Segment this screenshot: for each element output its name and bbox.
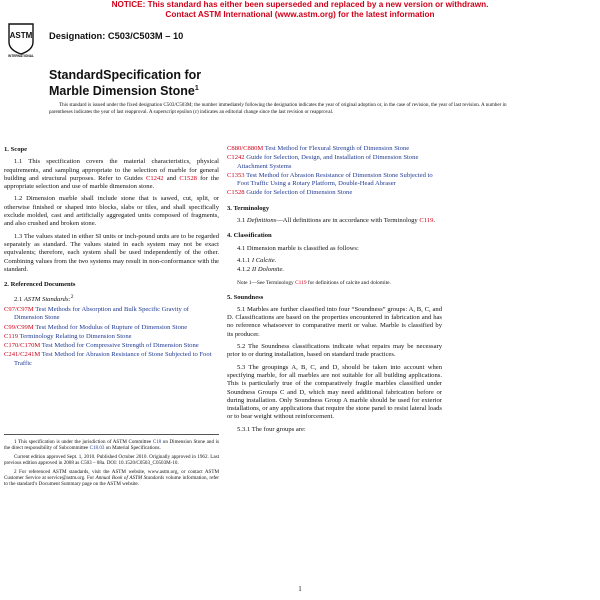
footnote-2: 2 For referenced ASTM standards, visit the ASTM website, www.astm.org, or contact ASTM Customer Service at service@astm.org. For Annual Book of ASTM Standards volume information, refer to the standard’s Document Summary page on the ASTM website. — [4, 468, 219, 488]
ref-link-c1528[interactable]: C1528 — [179, 174, 197, 182]
footnotes — [4, 434, 219, 490]
section-heading-scope: 1. Scope — [4, 146, 28, 153]
paragraph-5-1: 5.1 Marbles are further classified into four “Soundness” groups: A, B, C, and D. Classifications are based on the properties encountered in fabrication and has no reference whatsoever to comparative merit or value. Marble is classified by its producer. — [227, 305, 442, 338]
paragraph-1-1: 1.1 This specification covers the material characteristics, physical requirements, and sampling appropriate to the selection of marble for general building and structural purposes. Refer to Guides C1242 and C1528 for the appropriate selection and use of marble dimension stone. — [4, 158, 219, 191]
ref-link-c119-note[interactable]: C119 — [295, 279, 307, 286]
section-heading-classification: 4. Classification — [227, 232, 272, 240]
ref-item[interactable]: C241/C241M Test Method for Abrasion Resistance of Stone Subjected to Foot Traffic — [4, 351, 212, 367]
notice-line-1: NOTICE: This standard has either been superseded and replaced by a new version or withdrawn. — [111, 0, 489, 9]
document-title — [49, 68, 409, 98]
footnote-1-edition: Current edition approved Sept. 1, 2010. Published October 2010. Originally approved in 1962. Last previous edition approved in 2008 as C503 – 08a. DOI: 10.1520/C0503_C0503M-10. — [4, 453, 219, 467]
link-c18[interactable]: C18 — [152, 439, 162, 445]
svg-text:ASTM: ASTM — [9, 31, 33, 40]
footnote-1: 1 This specification is under the jurisdiction of ASTM Committee C18 on Dimension Stone and is the direct responsibility of Subcommittee C18.03 on Material Specifications. — [4, 439, 219, 452]
left-column — [4, 146, 219, 369]
link-c18-03[interactable]: C18.03 — [89, 445, 105, 452]
notice-line-2: Contact ASTM International (www.astm.org) for the latest information — [165, 10, 435, 19]
svg-text:INTERNATIONAL: INTERNATIONAL — [8, 54, 34, 58]
paragraph-5-3: 5.3 The groupings A, B, C, and D, should be taken into account when specifying marble, for all marbles are not suitable for all building applications. This is particularly true of the comparatively fragile marbles classified under Soundness Groups C and D, which may need additional fabrication before or during installation. Only Soundness Group A marble should be used for exterior installations, or any applications that require the stone panel to resist lateral loads or to bear weight without reinforcement. — [227, 363, 442, 421]
paragraph-5-3-1: 5.3.1 The four groups are: — [237, 425, 306, 433]
page-number: 1 — [298, 585, 302, 593]
paragraph-5-2: 5.2 The Soundness classifications indicate what repairs may be necessary prior to or during installation, based on standard trade practices. — [227, 343, 442, 359]
ref-item[interactable]: C1242 Guide for Selection, Design, and Installation of Dimension Stone Attachment Systems — [227, 154, 419, 170]
ref-item[interactable]: C1528 Guide for Selection of Dimension Stone — [227, 189, 353, 197]
paragraph-1-3: 1.3 The values stated in either SI units or inch-pound units are to be regarded separately as standard. The values stated in each system may not be exact equivalents; therefore, each system shall be used independently of the other. Combining values from the two systems may result in non-conformance with the standard. — [4, 232, 219, 273]
title-line-2: Marble Dimension Stone$^1$ — [49, 84, 199, 99]
item-4-1-1: 4.1.1 I Calcite. — [237, 256, 277, 264]
note-1: Note 1—See Terminology C119 for definitions of calcite and dolomite. — [237, 279, 391, 286]
ref-item[interactable]: C170/C170M Test Method for Compressive Strength of Dimension Stone — [4, 342, 199, 350]
ref-item[interactable]: C880/C880M Test Method for Flexural Strength of Dimension Stone — [227, 145, 410, 152]
ref-item[interactable]: C1353 Test Method for Abrasion Resistance of Dimension Stone Subjected to Foot Traffic Using a Rotary Platform, Double-Head Abraser — [227, 171, 433, 188]
paragraph-4-1: 4.1 Dimension marble is classified as follows: — [237, 244, 359, 252]
ref-link-c1242[interactable]: C1242 — [145, 174, 164, 182]
section-heading-referenced-documents: 2. Referenced Documents — [4, 281, 76, 289]
section-heading-terminology: 3. Terminology — [227, 204, 270, 212]
paragraph-1-2: 1.2 Dimension marble shall include stone that is sawed, cut, split, or otherwise finished or shaped into blocks, slabs or tiles, and shall specifically exclude molded, cast and artificially aggregated units composed of fragments, and also crushed and broken stone. — [4, 195, 219, 228]
ref-link-c119[interactable]: C119 — [419, 217, 434, 225]
designation: Designation: C503/C503M – 10 — [49, 31, 184, 41]
ref-item[interactable]: C99/C99M Test Method for Modulus of Rupture of Dimension Stone — [4, 323, 188, 331]
paragraph-2-1: 2.1 ASTM Standards:$^2$ — [14, 294, 74, 304]
right-column — [227, 145, 442, 438]
title-line-1: StandardSpecification for — [49, 68, 202, 82]
item-4-1-2: 4.1.2 II Dolomite. — [237, 266, 285, 274]
ref-item[interactable]: C97/C97M Test Methods for Absorption and Bulk Specific Gravity of Dimension Stone — [4, 305, 189, 322]
issuance-statement: This standard is issued under the fixed designation C503/C503M; the number immediately following the designation indicates the year of original adoption or, in the case of revision, the year of last revision. A number in parentheses indicates the year of last reapproval. A superscript epsilon (ε) indicates an editorial change since the last revision or reapproval. — [49, 102, 507, 116]
section-heading-soundness: 5. Soundness — [227, 293, 264, 301]
astm-logo-icon — [7, 20, 35, 58]
withdrawal-notice — [0, 0, 600, 20]
paragraph-3-1: 3.1 Definitions—All definitions are in accordance with Terminology C119. — [237, 217, 436, 225]
ref-item[interactable]: C119 Terminology Relating to Dimension Stone — [4, 332, 132, 340]
